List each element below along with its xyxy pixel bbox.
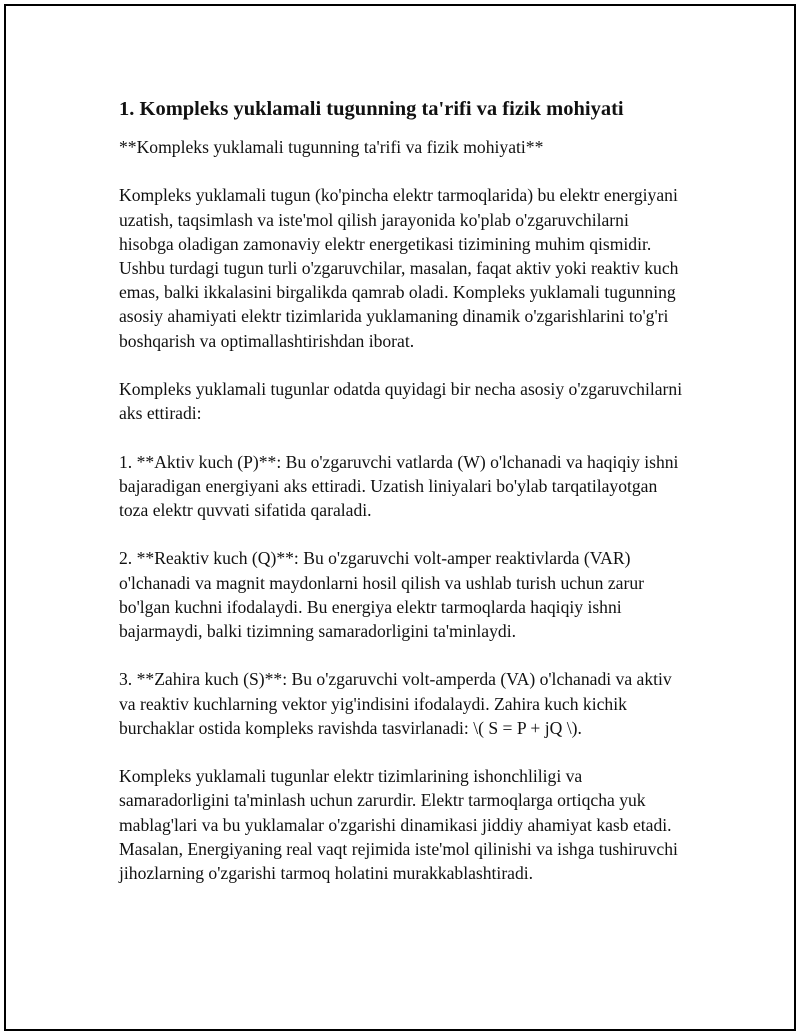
- conclusion-paragraph: Kompleks yuklamali tugunlar elektr tizimlarining ishonchliligi va samaradorligini ta'minlash uchun zarurdir. Elektr tarmoqlarga ortiqcha yuk mablag'lari va bu yuklamalar o'zgarishi dinamikasi jiddiy ahamiyat kasb etadi. Masalan, Energiyaning real vaqt rejimida iste'mol qilinishi va ishga tushiruvchi jihozlarning o'zgarishi tarmoq holatini murakkablashtiradi.: [119, 766, 678, 883]
- list-item-active-power: 1. **Aktiv kuch (P)**: Bu o'zgaruvchi vatlarda (W) o'lchanadi va haqiqiy ishni bajaradigan energiyani aks ettiradi. Uzatish liniyalari bo'ylab tarqatilayotgan toza elektr quvvati sifatida qaraladi.: [119, 451, 679, 520]
- page-frame: [4, 4, 796, 1031]
- document-title: 1. Kompleks yuklamali tugunning ta'rifi va fizik mohiyati: [119, 98, 624, 120]
- document-body: [119, 96, 684, 909]
- list-item-reactive-power: 2. **Reaktiv kuch (Q)**: Bu o'zgaruvchi volt-amper reaktivlarda (VAR) o'lchanadi va magnit maydonlarni hosil qilish va ushlab turish uchun zarur bo'lgan kuchni ifodalaydi. Bu energiya elektr tarmoqlarda haqiqiy ishni bajarmaydi, balki tizimning samaradorligini ta'minlaydi.: [119, 548, 645, 641]
- list-item-apparent-power: 3. **Zahira kuch (S)**: Bu o'zgaruvchi volt-amperda (VA) o'lchanadi va aktiv va reaktiv kuchlarning vektor yig'indisini ifodalaydi. Zahira kuch kichik burchaklar ostida kompleks ravishda tasvirlanadi: \( S = P + jQ \).: [119, 669, 672, 738]
- bold-heading-paragraph: **Kompleks yuklamali tugunning ta'rifi va fizik mohiyati**: [119, 137, 544, 157]
- variables-intro-paragraph: Kompleks yuklamali tugunlar odatda quyidagi bir necha asosiy o'zgaruvchilarni aks ettiradi:: [119, 379, 683, 424]
- definition-paragraph: Kompleks yuklamali tugun (ko'pincha elektr tarmoqlarida) bu elektr energiyani uzatish, taqsimlash va iste'mol qilish jarayonida ko'plab o'zgaruvchilarni hisobga oladigan zamonaviy elektr energetikasi tizimining muhim qismidir. Ushbu turdagi tugun turli o'zgaruvchilar, masalan, faqat aktiv yoki reaktiv kuch emas, balki ikkalasini birgalikda qamrab oladi. Kompleks yuklamali tugunning asosiy ahamiyati elektr tizimlarida yuklamaning dinamik o'zgarishlarini to'g'ri boshqarish va optimallashtirishdan iborat.: [119, 185, 679, 351]
